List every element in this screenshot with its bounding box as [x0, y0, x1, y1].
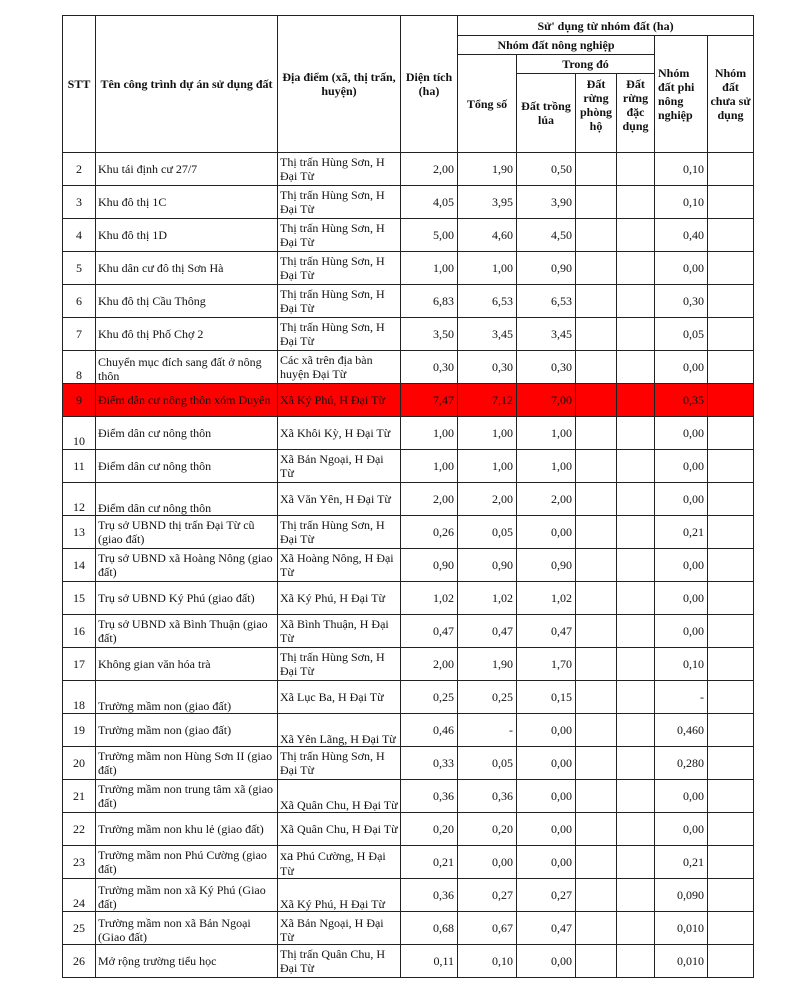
- row-protect: [576, 714, 617, 747]
- row-unused: [708, 681, 754, 714]
- table-body: [63, 153, 754, 978]
- row-name: Mở rộng trường tiểu học: [96, 945, 278, 978]
- row-location: Thị trấn Hùng Sơn, H Đại Từ: [278, 219, 401, 252]
- row-name: Khu đô thị Cầu Thông: [96, 285, 278, 318]
- row-stt: 2: [63, 153, 96, 186]
- row-name: Trường mầm non (giao đất): [96, 681, 278, 714]
- row-protect: [576, 153, 617, 186]
- row-non-agri: 0,00: [655, 615, 708, 648]
- row-name: Khu đô thị 1D: [96, 219, 278, 252]
- row-unused: [708, 219, 754, 252]
- row-name: Trụ sở UBND Ký Phú (giao đất): [96, 582, 278, 615]
- row-protect: [576, 252, 617, 285]
- table-row: [63, 351, 754, 384]
- row-area: 1,00: [401, 417, 458, 450]
- table-row: [63, 615, 754, 648]
- row-name: Trường mầm non xã Bản Ngoại (Giao đất): [96, 912, 278, 945]
- row-rice: 1,02: [517, 582, 576, 615]
- row-protect: [576, 681, 617, 714]
- row-area: 0,36: [401, 879, 458, 912]
- row-location: Xã Quân Chu, H Đại Từ: [278, 813, 401, 846]
- row-location: Xã Văn Yên, H Đại Từ: [278, 483, 401, 516]
- row-unused: [708, 318, 754, 351]
- row-special: [617, 879, 655, 912]
- row-rice: 0,00: [517, 516, 576, 549]
- row-stt: 8: [63, 351, 96, 384]
- row-location: Xã Ký Phú, H Đại Từ: [278, 384, 401, 417]
- header-non-agri: Nhóm đất phi nông nghiệp: [655, 36, 708, 153]
- row-stt: 20: [63, 747, 96, 780]
- row-total: 0,36: [458, 780, 517, 813]
- row-non-agri: 0,010: [655, 945, 708, 978]
- row-area: 4,05: [401, 186, 458, 219]
- row-location: Xã Hoàng Nông, H Đại Từ: [278, 549, 401, 582]
- row-stt: 5: [63, 252, 96, 285]
- row-protect: [576, 648, 617, 681]
- row-non-agri: 0,00: [655, 351, 708, 384]
- row-area: 0,46: [401, 714, 458, 747]
- row-total: 1,90: [458, 153, 517, 186]
- row-protect: [576, 318, 617, 351]
- row-stt: 4: [63, 219, 96, 252]
- row-stt: 18: [63, 681, 96, 714]
- row-name: Khu dân cư đô thị Sơn Hà: [96, 252, 278, 285]
- row-special: [617, 615, 655, 648]
- row-area: 2,00: [401, 153, 458, 186]
- row-name: Trường mầm non khu lẻ (giao đất): [96, 813, 278, 846]
- location-text: Phú Cường, H Đại Từ: [280, 849, 386, 878]
- row-total: 0,20: [458, 813, 517, 846]
- row-unused: [708, 912, 754, 945]
- row-non-agri: 0,35: [655, 384, 708, 417]
- table-row: [63, 879, 754, 912]
- row-name: Điểm dân cư nông thôn: [96, 417, 278, 450]
- row-stt: 22: [63, 813, 96, 846]
- row-unused: [708, 384, 754, 417]
- row-area: 0,11: [401, 945, 458, 978]
- row-rice: 0,00: [517, 945, 576, 978]
- row-unused: [708, 582, 754, 615]
- row-location: Các xã trên địa bàn huyện Đại Từ: [278, 351, 401, 384]
- row-special: [617, 153, 655, 186]
- row-unused: [708, 846, 754, 879]
- row-total: 1,90: [458, 648, 517, 681]
- row-location: Thị trấn Hùng Sơn, H Đại Từ: [278, 153, 401, 186]
- row-unused: [708, 285, 754, 318]
- row-non-agri: 0,10: [655, 153, 708, 186]
- row-unused: [708, 714, 754, 747]
- row-location: Thị trấn Hùng Sơn, H Đại Từ: [278, 648, 401, 681]
- row-unused: [708, 186, 754, 219]
- land-use-table: [62, 15, 754, 978]
- row-location: Xã Ký Phú, H Đại Từ: [278, 879, 401, 912]
- row-protect: [576, 351, 617, 384]
- row-total: 1,00: [458, 417, 517, 450]
- table-row: [63, 516, 754, 549]
- row-name: Trụ sở UBND xã Bình Thuận (giao đất): [96, 615, 278, 648]
- row-area: 2,00: [401, 648, 458, 681]
- row-total: 4,60: [458, 219, 517, 252]
- row-non-agri: 0,21: [655, 516, 708, 549]
- row-name: Điểm dân cư nông thôn: [96, 450, 278, 483]
- table-row: [63, 153, 754, 186]
- row-unused: [708, 615, 754, 648]
- row-special: [617, 483, 655, 516]
- row-rice: 0,47: [517, 912, 576, 945]
- row-stt: 25: [63, 912, 96, 945]
- row-protect: [576, 879, 617, 912]
- row-rice: 6,53: [517, 285, 576, 318]
- row-non-agri: 0,00: [655, 417, 708, 450]
- row-stt: 12: [63, 483, 96, 516]
- row-rice: 0,00: [517, 813, 576, 846]
- row-special: [617, 648, 655, 681]
- row-protect: [576, 219, 617, 252]
- table-row: [63, 813, 754, 846]
- row-non-agri: 0,00: [655, 483, 708, 516]
- row-stt: 11: [63, 450, 96, 483]
- row-rice: 1,70: [517, 648, 576, 681]
- row-name: Trường mầm non Phú Cường (giao đất): [96, 846, 278, 879]
- row-special: [617, 912, 655, 945]
- row-total: 1,00: [458, 450, 517, 483]
- row-stt: 17: [63, 648, 96, 681]
- row-non-agri: 0,00: [655, 813, 708, 846]
- row-unused: [708, 549, 754, 582]
- table-row: [63, 252, 754, 285]
- row-protect: [576, 846, 617, 879]
- row-location: Thị trấn Hùng Sơn, H Đại Từ: [278, 516, 401, 549]
- row-name: Khu đô thị 1C: [96, 186, 278, 219]
- header-in-which: Trong đó: [517, 55, 655, 74]
- row-special: [617, 285, 655, 318]
- row-unused: [708, 483, 754, 516]
- row-unused: [708, 879, 754, 912]
- row-non-agri: 0,21: [655, 846, 708, 879]
- row-rice: 2,00: [517, 483, 576, 516]
- row-unused: [708, 780, 754, 813]
- row-location: Xã Lục Ba, H Đại Từ: [278, 681, 401, 714]
- row-location: Xã Bản Ngoại, H Đại Từ: [278, 912, 401, 945]
- row-name: Trường mầm non trung tâm xã (giao đất): [96, 780, 278, 813]
- row-name: Điểm dân cư nông thôn xóm Duyên: [96, 384, 278, 417]
- row-total: -: [458, 714, 517, 747]
- row-special: [617, 813, 655, 846]
- row-stt: 6: [63, 285, 96, 318]
- row-total: 1,00: [458, 252, 517, 285]
- row-total: 0,27: [458, 879, 517, 912]
- row-rice: 4,50: [517, 219, 576, 252]
- row-rice: 0,90: [517, 549, 576, 582]
- row-total: 0,25: [458, 681, 517, 714]
- row-protect: [576, 384, 617, 417]
- row-non-agri: 0,460: [655, 714, 708, 747]
- row-unused: [708, 252, 754, 285]
- row-special: [617, 351, 655, 384]
- row-protect: [576, 747, 617, 780]
- table-row: [63, 549, 754, 582]
- row-protect: [576, 450, 617, 483]
- row-special: [617, 252, 655, 285]
- row-area: 0,30: [401, 351, 458, 384]
- row-non-agri: 0,280: [655, 747, 708, 780]
- row-special: [617, 417, 655, 450]
- row-rice: 0,47: [517, 615, 576, 648]
- table-row: [63, 747, 754, 780]
- row-rice: 0,00: [517, 780, 576, 813]
- table-row: [63, 417, 754, 450]
- row-rice: 3,45: [517, 318, 576, 351]
- row-location: Xã Bản Ngoại, H Đại Từ: [278, 450, 401, 483]
- row-unused: [708, 945, 754, 978]
- row-area: 0,25: [401, 681, 458, 714]
- row-name: Trường mầm non Hùng Sơn II (giao đất): [96, 747, 278, 780]
- row-stt: 10: [63, 417, 96, 450]
- row-special: [617, 384, 655, 417]
- row-name: Khu tái định cư 27/7: [96, 153, 278, 186]
- row-unused: [708, 747, 754, 780]
- row-total: 3,45: [458, 318, 517, 351]
- row-location: Thị trấn Hùng Sơn, H Đại Từ: [278, 285, 401, 318]
- row-special: [617, 714, 655, 747]
- row-area: 0,90: [401, 549, 458, 582]
- row-total: 0,10: [458, 945, 517, 978]
- row-special: [617, 186, 655, 219]
- row-non-agri: 0,00: [655, 549, 708, 582]
- table-row: [63, 582, 754, 615]
- row-protect: [576, 186, 617, 219]
- row-location: Xã Ký Phú, H Đại Từ: [278, 582, 401, 615]
- row-location: Xã Quân Chu, H Đại Từ: [278, 780, 401, 813]
- row-protect: [576, 483, 617, 516]
- table-row: [63, 846, 754, 879]
- row-name: Trường mầm non (giao đất): [96, 714, 278, 747]
- row-stt: 24: [63, 879, 96, 912]
- row-total: 0,00: [458, 846, 517, 879]
- table-row: [63, 219, 754, 252]
- table-row: [63, 714, 754, 747]
- row-total: 0,90: [458, 549, 517, 582]
- row-total: 0,47: [458, 615, 517, 648]
- row-special: [617, 450, 655, 483]
- row-special: [617, 582, 655, 615]
- row-name: Trụ sở UBND thị trấn Đại Từ cũ (giao đất): [96, 516, 278, 549]
- row-rice: 0,00: [517, 747, 576, 780]
- row-area: 0,26: [401, 516, 458, 549]
- row-area: 7,47: [401, 384, 458, 417]
- row-total: 6,53: [458, 285, 517, 318]
- header-area: Diện tích (ha): [401, 16, 458, 153]
- row-protect: [576, 813, 617, 846]
- row-special: [617, 681, 655, 714]
- row-protect: [576, 945, 617, 978]
- row-location: Xã Yên Lãng, H Đại Từ: [278, 714, 401, 747]
- table-row: [63, 186, 754, 219]
- table-row: [63, 912, 754, 945]
- table-row: [63, 318, 754, 351]
- row-non-agri: 0,10: [655, 186, 708, 219]
- row-non-agri: 0,30: [655, 285, 708, 318]
- row-area: 6,83: [401, 285, 458, 318]
- row-location: Thị trấn Hùng Sơn, H Đại Từ: [278, 252, 401, 285]
- row-area: 1,00: [401, 450, 458, 483]
- row-special: [617, 549, 655, 582]
- row-total: 0,05: [458, 516, 517, 549]
- row-location: Thị trấn Hùng Sơn, H Đại Từ: [278, 318, 401, 351]
- row-unused: [708, 153, 754, 186]
- row-total: 1,02: [458, 582, 517, 615]
- row-location: [278, 846, 401, 879]
- row-special: [617, 516, 655, 549]
- header-unused: Nhóm đất chưa sử dụng: [708, 36, 754, 153]
- row-total: 0,05: [458, 747, 517, 780]
- row-special: [617, 318, 655, 351]
- row-non-agri: -: [655, 681, 708, 714]
- table-row: [63, 285, 754, 318]
- table-row: [63, 945, 754, 978]
- table-row: [63, 648, 754, 681]
- row-location: Thị trấn Quân Chu, H Đại Từ: [278, 945, 401, 978]
- row-non-agri: 0,05: [655, 318, 708, 351]
- row-total: 3,95: [458, 186, 517, 219]
- row-rice: 0,30: [517, 351, 576, 384]
- header-special-forest: Đất rừng đặc dụng: [617, 74, 655, 153]
- row-area: 3,50: [401, 318, 458, 351]
- row-protect: [576, 417, 617, 450]
- row-name: Trường mầm non xã Ký Phú (Giao đất): [96, 879, 278, 912]
- header-agri-group: Nhóm đất nông nghiệp: [458, 36, 655, 55]
- row-area: 0,21: [401, 846, 458, 879]
- header-stt: STT: [63, 16, 96, 153]
- row-rice: 0,00: [517, 846, 576, 879]
- row-area: 0,68: [401, 912, 458, 945]
- row-rice: 1,00: [517, 417, 576, 450]
- row-stt: 7: [63, 318, 96, 351]
- row-area: 1,00: [401, 252, 458, 285]
- row-stt: 9: [63, 384, 96, 417]
- row-stt: 15: [63, 582, 96, 615]
- row-stt: 19: [63, 714, 96, 747]
- table-row: [63, 681, 754, 714]
- row-special: [617, 945, 655, 978]
- row-name: Điểm dân cư nông thôn: [96, 483, 278, 516]
- row-non-agri: 0,00: [655, 450, 708, 483]
- row-stt: 14: [63, 549, 96, 582]
- row-stt: 13: [63, 516, 96, 549]
- row-protect: [576, 549, 617, 582]
- row-stt: 26: [63, 945, 96, 978]
- row-non-agri: 0,090: [655, 879, 708, 912]
- row-protect: [576, 780, 617, 813]
- row-area: 5,00: [401, 219, 458, 252]
- row-area: 1,02: [401, 582, 458, 615]
- row-unused: [708, 813, 754, 846]
- row-protect: [576, 615, 617, 648]
- row-stt: 3: [63, 186, 96, 219]
- row-special: [617, 747, 655, 780]
- row-non-agri: 0,10: [655, 648, 708, 681]
- row-unused: [708, 450, 754, 483]
- header-name: Tên công trình dự án sử dụng đất: [96, 16, 278, 153]
- row-protect: [576, 285, 617, 318]
- row-rice: 0,90: [517, 252, 576, 285]
- table-row: [63, 483, 754, 516]
- row-protect: [576, 912, 617, 945]
- header-location: Địa điểm (xã, thị trấn, huyện): [278, 16, 401, 153]
- row-rice: 7,00: [517, 384, 576, 417]
- row-location: Xã Khôi Kỳ, H Đại Từ: [278, 417, 401, 450]
- row-name: Chuyển mục đích sang đất ở nông thôn: [96, 351, 278, 384]
- row-protect: [576, 582, 617, 615]
- row-total: 2,00: [458, 483, 517, 516]
- row-special: [617, 219, 655, 252]
- header-land-use-group: Sử' dụng từ nhóm đất (ha): [458, 16, 754, 36]
- row-rice: 0,50: [517, 153, 576, 186]
- row-rice: 0,27: [517, 879, 576, 912]
- table-row: [63, 450, 754, 483]
- row-non-agri: 0,00: [655, 582, 708, 615]
- row-stt: 16: [63, 615, 96, 648]
- row-area: 2,00: [401, 483, 458, 516]
- row-location: Thị trấn Hùng Sơn, H Đại Từ: [278, 186, 401, 219]
- row-name: Không gian văn hóa trà: [96, 648, 278, 681]
- row-rice: 3,90: [517, 186, 576, 219]
- row-name: Trụ sở UBND xã Hoàng Nông (giao đất): [96, 549, 278, 582]
- row-location: Xã Bình Thuận, H Đại Từ: [278, 615, 401, 648]
- header-rice-land: Đất trồng lúa: [517, 74, 576, 153]
- row-non-agri: 0,40: [655, 219, 708, 252]
- row-protect: [576, 516, 617, 549]
- header-total: Tổng số: [458, 55, 517, 153]
- row-stt: 21: [63, 780, 96, 813]
- row-rice: 0,00: [517, 714, 576, 747]
- row-special: [617, 846, 655, 879]
- row-stt: 23: [63, 846, 96, 879]
- row-unused: [708, 351, 754, 384]
- row-location: Thị trấn Hùng Sơn, H Đại Từ: [278, 747, 401, 780]
- row-rice: 0,15: [517, 681, 576, 714]
- row-area: 0,33: [401, 747, 458, 780]
- row-area: 0,36: [401, 780, 458, 813]
- row-non-agri: 0,00: [655, 252, 708, 285]
- row-area: 0,47: [401, 615, 458, 648]
- row-name: Khu đô thị Phố Chợ 2: [96, 318, 278, 351]
- header-protect-forest: Đất rừng phòng hộ: [576, 74, 617, 153]
- row-unused: [708, 516, 754, 549]
- table-row: [63, 384, 754, 417]
- row-area: 0,20: [401, 813, 458, 846]
- table-row: [63, 780, 754, 813]
- row-rice: 1,00: [517, 450, 576, 483]
- location-prefix: xa: [280, 849, 294, 864]
- row-non-agri: 0,010: [655, 912, 708, 945]
- row-total: 0,30: [458, 351, 517, 384]
- row-total: 7,12: [458, 384, 517, 417]
- row-non-agri: 0,00: [655, 780, 708, 813]
- row-special: [617, 780, 655, 813]
- row-unused: [708, 417, 754, 450]
- row-total: 0,67: [458, 912, 517, 945]
- row-unused: [708, 648, 754, 681]
